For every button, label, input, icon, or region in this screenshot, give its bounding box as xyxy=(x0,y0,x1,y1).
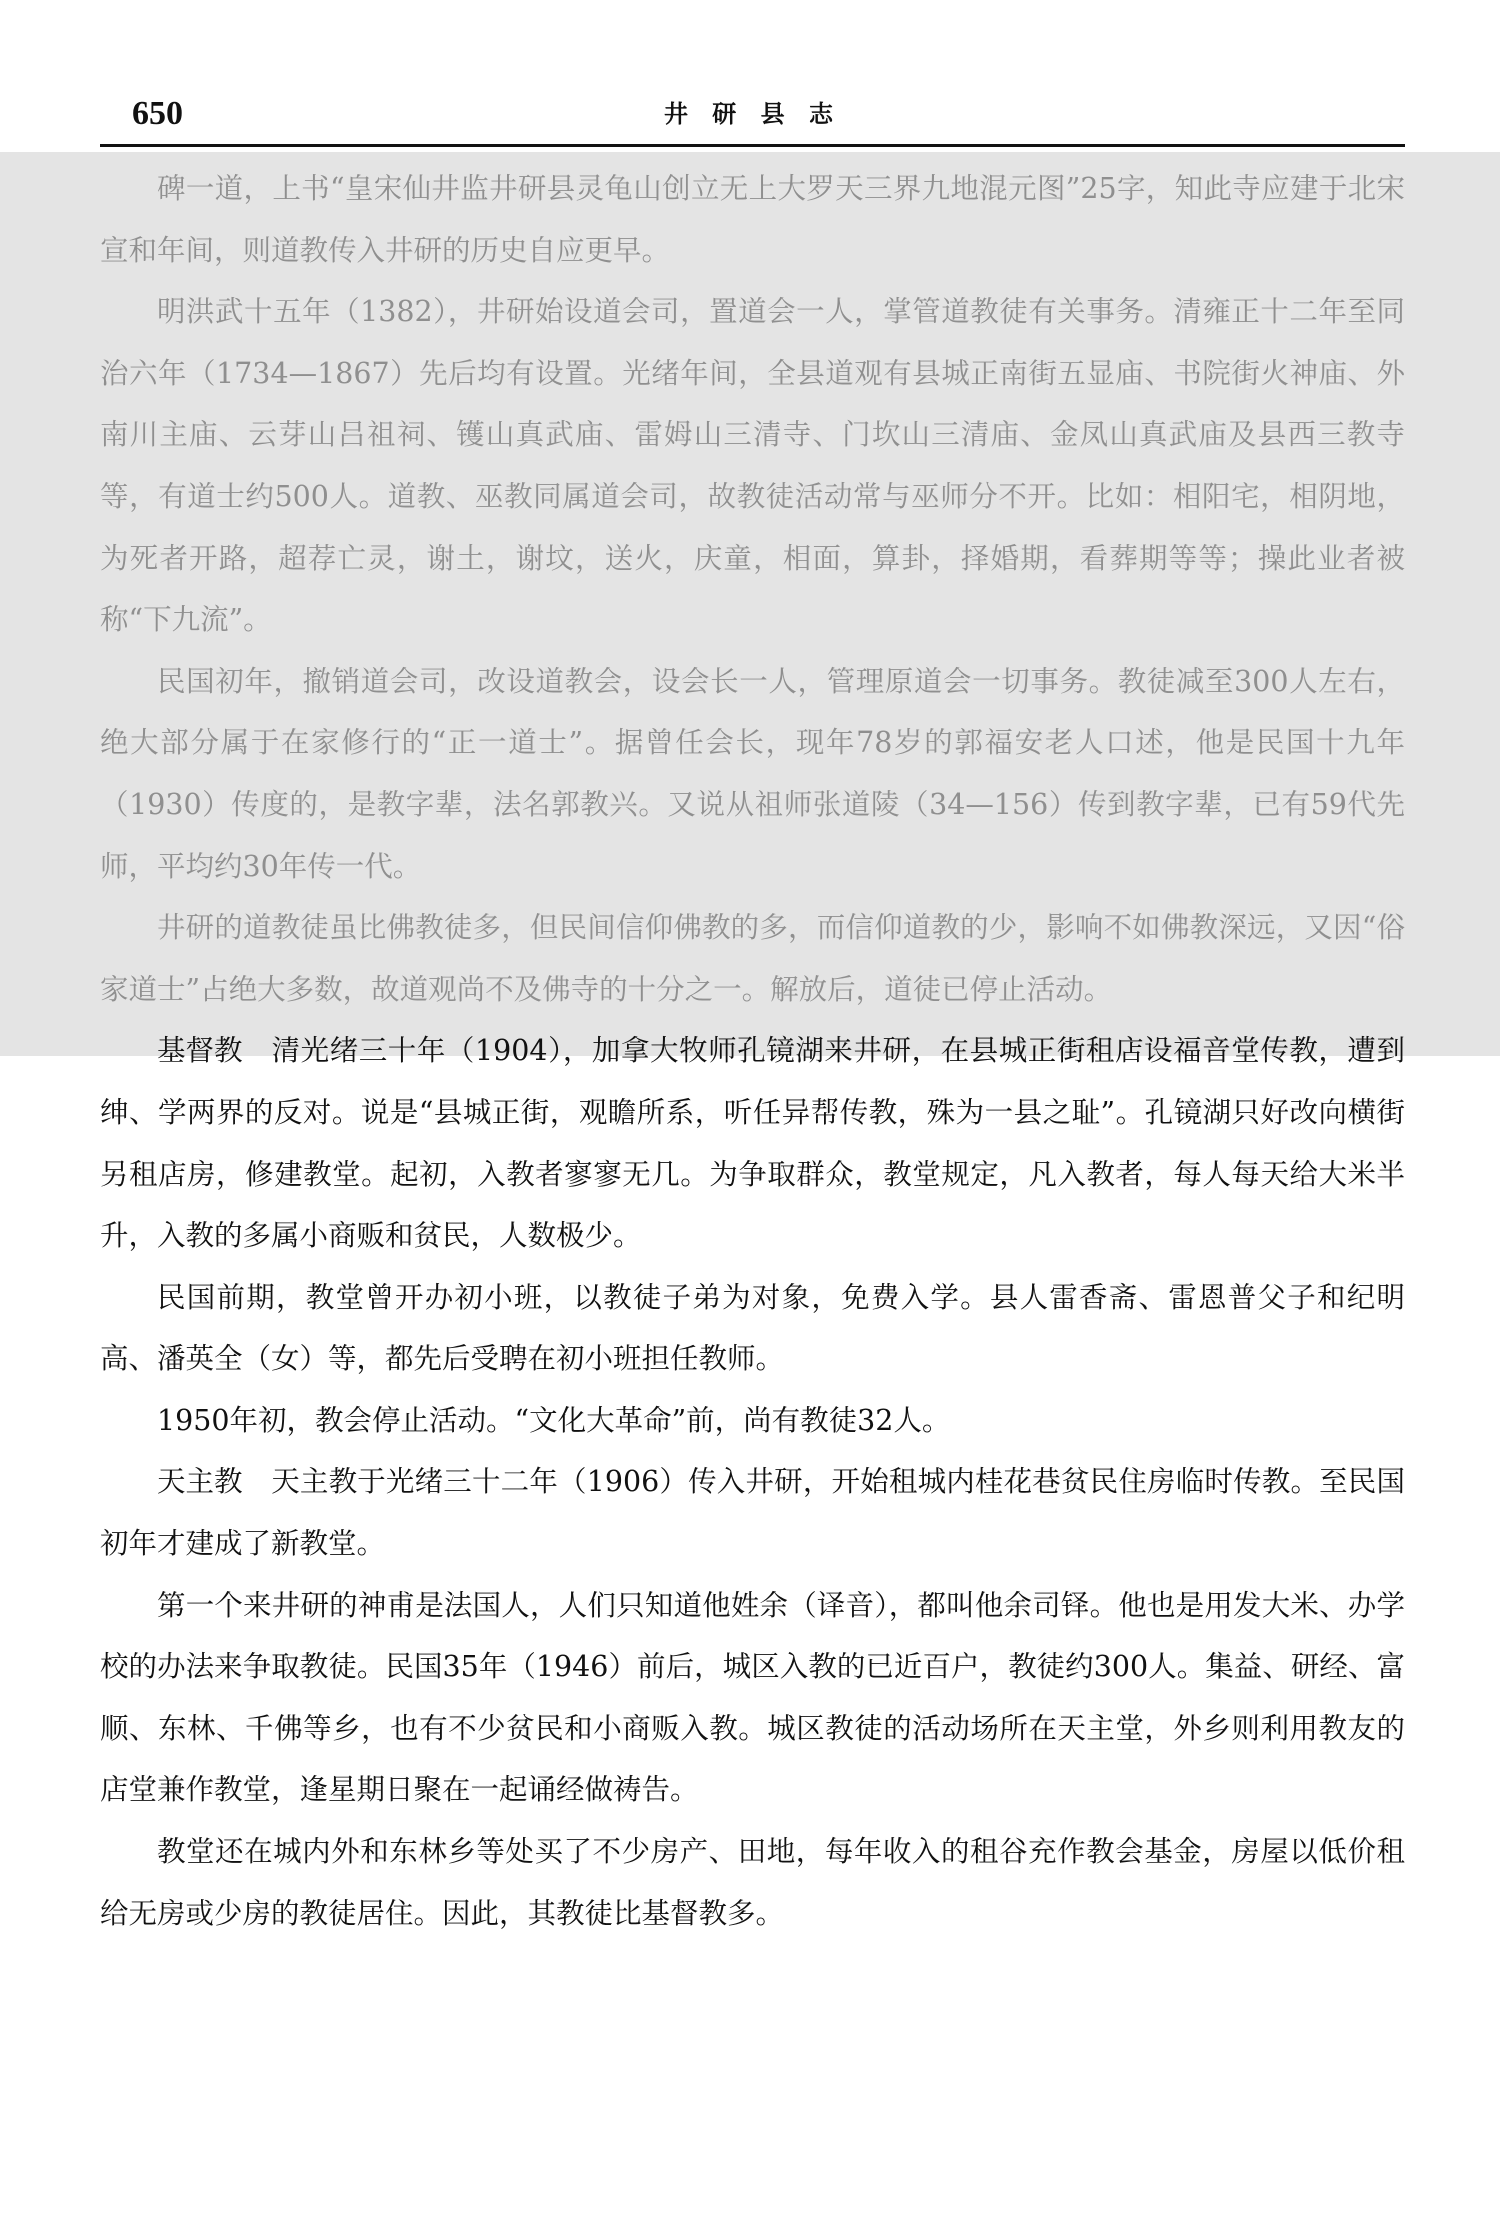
page-body xyxy=(100,158,1405,1944)
paragraph-text: 天主教于光绪三十二年（1906）传入井研，开始租城内桂花巷贫民住房临时传教。至民国初年才建成了新教堂。 xyxy=(100,1465,1405,1561)
paragraph xyxy=(100,1020,1405,1266)
header-rule xyxy=(100,144,1405,147)
running-title: 井 研 县 志 xyxy=(663,100,842,128)
paragraph: 明洪武十五年（1382），井研始设道会司，置道会一人，掌管道教徒有关事务。清雍正十二年至同治六年（1734—1867）先后均有设置。光绪年间，全县道观有县城正南街五显庙、书院街火神庙、外南川主庙、云芽山吕祖祠、镬山真武庙、雷姆山三清寺、门坎山三清庙、金凤山真武庙及县西三教寺等，有道士约500人。道教、巫教同属道会司，故教徒活动常与巫师分不开。比如：相阳宅，相阴地，为死者开路，超荐亡灵，谢土，谢坟，送火，庆童，相面，算卦，择婚期，看葬期等等；操此业者被称“下九流”。 xyxy=(100,295,1405,637)
paragraph: 井研的道教徒虽比佛教徒多，但民间信仰佛教的多，而信仰道教的少，影响不如佛教深远，又因“俗家道士”占绝大多数，故道观尚不及佛寺的十分之一。解放后，道徒已停止活动。 xyxy=(100,911,1405,1006)
paragraph: 民国初年，撤销道会司，改设道教会，设会长一人，管理原道会一切事务。教徒减至300人左右，绝大部分属于在家修行的“正一道士”。据曾任会长，现年78岁的郭福安老人口述，他是民国十九年（1930）传度的，是教字辈，法名郭教兴。又说从祖师张道陵（34—156）传到教字辈，已有59代先师，平均约30年传一代。 xyxy=(100,664,1405,883)
catholicism-section xyxy=(100,1451,1405,1944)
paragraph: 碑一道，上书“皇宋仙井监井研县灵龟山创立无上大罗天三界九地混元图”25字，知此寺应建于北宋宣和年间，则道教传入井研的历史自应更早。 xyxy=(100,172,1405,267)
paragraph-text: 清光绪三十年（1904），加拿大牧师孔镜湖来井研，在县城正街租店设福音堂传教，遭到绅、学两界的反对。说是“县城正街，观瞻所系，听任异帮传教，殊为一县之耻”。孔镜湖只好改向横街另租店房，修建教堂。起初，入教者寥寥无几。为争取群众，教堂规定，凡入教者，每人每天给大米半升，入教的多属小商贩和贫民，人数极少。 xyxy=(100,1034,1405,1253)
section-lead-catholicism: 天主教 xyxy=(157,1465,243,1499)
paragraph: 民国前期，教堂曾开办初小班，以教徒子弟为对象，免费入学。县人雷香斋、雷恩普父子和纪明高、潘英全（女）等，都先后受聘在初小班担任教师。 xyxy=(100,1280,1405,1376)
paragraph: 1950年初，教会停止活动。“文化大革命”前，尚有教徒32人。 xyxy=(157,1403,951,1437)
christianity-section xyxy=(100,1020,1405,1451)
section-lead-christianity: 基督教 xyxy=(157,1034,243,1068)
paragraph: 教堂还在城内外和东林乡等处买了不少房产、田地，每年收入的租谷充作教会基金，房屋以低价租给无房或少房的教徒居住。因此，其教徒比基督教多。 xyxy=(100,1835,1405,1930)
page-header xyxy=(100,92,1405,144)
paragraph xyxy=(100,1451,1405,1574)
paragraph: 第一个来井研的神甫是法国人，人们只知道他姓余（译音），都叫他余司铎。他也是用发大米、办学校的办法来争取教徒。民国35年（1946）前后，城区入教的已近百户，教徒约300人。集益、研经、富顺、东林、千佛等乡，也有不少贫民和小商贩入教。城区教徒的活动场所在天主堂，外乡则利用教友的店堂兼作教堂，逢星期日聚在一起诵经做祷告。 xyxy=(100,1588,1405,1807)
taoism-section xyxy=(100,158,1405,1020)
page-number: 650 xyxy=(132,95,183,132)
